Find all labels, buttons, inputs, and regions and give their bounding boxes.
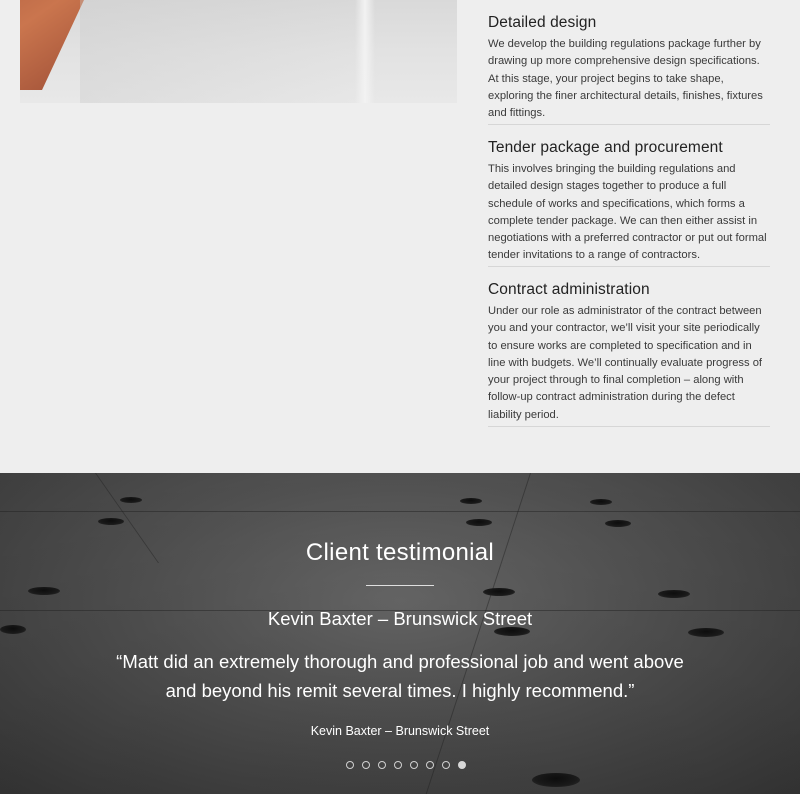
stage-detailed-design — [488, 13, 770, 125]
slider-dot-2[interactable] — [362, 761, 370, 769]
slider-dot-6[interactable] — [426, 761, 434, 769]
stage-description: Under our role as administrator of the contract between you and your contractor, we’ll visit your site periodically to ensure works are completed to specification and in line with budgets. We’ll continually evaluate progress of your project through to final completion – along with follow-up contract administration during the defect liability period. — [488, 305, 763, 421]
slider-dot-1[interactable] — [346, 761, 354, 769]
slider-dot-8[interactable] — [458, 761, 466, 769]
stage-title: Tender package and procurement — [488, 139, 723, 156]
slider-dot-7[interactable] — [442, 761, 450, 769]
section-heading: Client testimonial — [305, 539, 495, 566]
testimonial-quote: “Matt did an extremely thorough and professional job and went above and beyond his remit several times. I highly recommend.” — [116, 651, 684, 701]
heading-divider — [366, 585, 434, 586]
slider-dot-5[interactable] — [410, 761, 418, 769]
slider-dot-3[interactable] — [378, 761, 386, 769]
client-name: Kevin Baxter – Brunswick Street — [267, 608, 533, 629]
stage-contract-administration — [488, 280, 770, 427]
stage-title: Contract administration — [488, 281, 650, 298]
project-photo — [20, 0, 457, 103]
stage-title: Detailed design — [488, 14, 597, 31]
stage-description: This involves bringing the building regulations and detailed design stages together to produce a full schedule of works and specifications, which forms a complete tender package. We can then either assist in negotiations with a preferred contractor or put out formal tender invitations to a range of contractors. — [488, 163, 767, 262]
testimonial-content — [0, 473, 800, 794]
stage-tender-package — [488, 138, 770, 267]
slider-dot-4[interactable] — [394, 761, 402, 769]
testimonial-section — [0, 473, 800, 794]
slider-pagination — [346, 761, 466, 769]
testimonial-author: Kevin Baxter – Brunswick Street — [310, 724, 490, 738]
stage-description: We develop the building regulations package further by drawing up more comprehensive design specifications. At this stage, your project begins to take shape, exploring the finer architectural details, finishes, fixtures and fittings. — [488, 38, 763, 120]
